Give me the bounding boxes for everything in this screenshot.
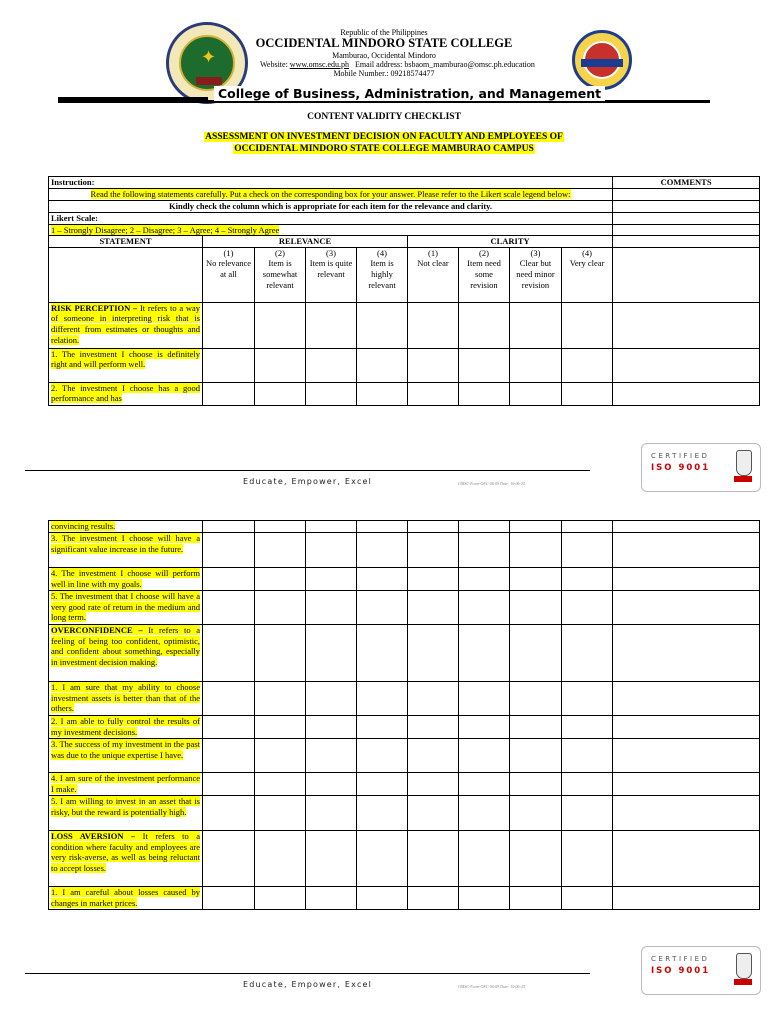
rating-checkbox-cell[interactable] [306, 682, 357, 716]
statement-cell: 3. The investment I choose will have a significant value increase in the future. [49, 533, 203, 568]
rating-checkbox-cell[interactable] [408, 568, 459, 591]
rating-checkbox-cell[interactable] [203, 533, 255, 568]
table-row [49, 568, 760, 591]
rating-checkbox-cell[interactable] [306, 739, 357, 773]
rating-checkbox-cell[interactable] [510, 568, 562, 591]
mobile-number: Mobile Number.: 09218574477 [333, 69, 435, 78]
table-row [49, 625, 760, 682]
rating-checkbox-cell[interactable] [510, 533, 562, 568]
rating-checkbox-cell[interactable] [306, 831, 357, 887]
rating-checkbox-cell[interactable] [562, 773, 613, 796]
rating-checkbox-cell[interactable] [459, 625, 510, 682]
rating-checkbox-cell[interactable] [306, 533, 357, 568]
table-row [49, 887, 760, 910]
rating-checkbox-cell[interactable] [255, 887, 306, 910]
statement-cell: OVERCONFIDENCE – It refers to a feeling of being too confident, optimistic, and confident about something, especially in investment decision making. [49, 625, 203, 682]
comment-cell[interactable] [613, 625, 760, 682]
rating-checkbox-cell[interactable] [203, 568, 255, 591]
assessment-title-line1: ASSESSMENT ON INVESTMENT DECISION ON FACULTY AND EMPLOYEES OF [205, 132, 563, 142]
rating-checkbox-cell[interactable] [562, 796, 613, 831]
rating-checkbox-cell[interactable] [562, 521, 613, 533]
instruction-text: Read the following statements carefully. Put a check on the corresponding box for your answer. Please refer to the Likert scale legend below: [49, 189, 613, 201]
college-address: Mamburao, Occidental Mindoro [332, 51, 436, 60]
statement-cell: 5. The investment that I choose will have a very good rate of return in the medium and long term. [49, 591, 203, 625]
statement-cell: RISK PERCEPTION – It refers to a way of someone in interpreting risk that is different from estimates or thoughts and relation. [49, 302, 203, 348]
rating-checkbox-cell[interactable] [459, 521, 510, 533]
college-name: OCCIDENTAL MINDORO STATE COLLEGE [255, 36, 513, 50]
statement-cell: 4. I am sure of the investment performance I make. [49, 773, 203, 796]
rating-checkbox-cell[interactable] [408, 682, 459, 716]
rating-checkbox-cell[interactable] [562, 625, 613, 682]
rating-checkbox-cell[interactable] [510, 521, 562, 533]
rating-checkbox-cell[interactable] [562, 682, 613, 716]
rating-checkbox-cell[interactable] [510, 302, 562, 348]
rating-checkbox-cell[interactable] [510, 625, 562, 682]
rating-checkbox-cell[interactable] [306, 568, 357, 591]
rating-checkbox-cell[interactable] [408, 716, 459, 739]
clarity-col-3: (3) Clear but need minor revision [510, 247, 562, 302]
rating-checkbox-cell[interactable] [306, 591, 357, 625]
rating-checkbox-cell[interactable] [203, 887, 255, 910]
comment-cell[interactable] [613, 521, 760, 533]
statement-cell: 1. I am sure that my ability to choose investment assets is better than that of the others. [49, 682, 203, 716]
rating-checkbox-cell[interactable] [510, 716, 562, 739]
rating-checkbox-cell[interactable] [408, 382, 459, 405]
table-row [49, 716, 760, 739]
rating-checkbox-cell[interactable] [562, 739, 613, 773]
table-row [49, 521, 760, 533]
rating-checkbox-cell[interactable] [203, 739, 255, 773]
email-address: bsbaom_mamburao@omsc.ph.education [404, 60, 535, 69]
table-row [49, 348, 760, 382]
statement-cell: 3. The success of my investment in the past was due to the unique expertise I have. [49, 739, 203, 773]
statement-cell: 1. I am careful about losses caused by changes in market prices. [49, 887, 203, 910]
rating-checkbox-cell[interactable] [357, 716, 408, 739]
rating-checkbox-cell[interactable] [203, 796, 255, 831]
rating-checkbox-cell[interactable] [255, 625, 306, 682]
rating-checkbox-cell[interactable] [510, 682, 562, 716]
website-link[interactable]: www.omsc.edu.ph [289, 60, 350, 69]
rating-checkbox-cell[interactable] [255, 773, 306, 796]
validity-table-page1 [48, 176, 760, 406]
rating-checkbox-cell[interactable] [203, 831, 255, 887]
rating-checkbox-cell[interactable] [459, 382, 510, 405]
rating-checkbox-cell[interactable] [203, 302, 255, 348]
comment-cell[interactable] [613, 773, 760, 796]
comment-cell[interactable] [613, 591, 760, 625]
comment-cell[interactable] [613, 382, 760, 405]
comment-cell[interactable] [613, 716, 760, 739]
email-label: Email address: [355, 60, 403, 69]
iso-certified-badge [641, 443, 761, 492]
rating-checkbox-cell[interactable] [408, 521, 459, 533]
rating-checkbox-cell[interactable] [459, 568, 510, 591]
rating-checkbox-cell[interactable] [357, 533, 408, 568]
bureau-veritas-icon [736, 450, 752, 476]
table-row [49, 773, 760, 796]
rating-checkbox-cell[interactable] [408, 625, 459, 682]
statement-header: STATEMENT [49, 236, 203, 248]
rating-checkbox-cell[interactable] [510, 348, 562, 382]
table-row [49, 382, 760, 405]
comment-cell[interactable] [613, 831, 760, 887]
rating-checkbox-cell[interactable] [203, 682, 255, 716]
rating-checkbox-cell[interactable] [562, 302, 613, 348]
rating-checkbox-cell[interactable] [459, 348, 510, 382]
rating-checkbox-cell[interactable] [408, 302, 459, 348]
rating-checkbox-cell[interactable] [306, 796, 357, 831]
rating-checkbox-cell[interactable] [510, 796, 562, 831]
rating-checkbox-cell[interactable] [255, 796, 306, 831]
rating-checkbox-cell[interactable] [459, 591, 510, 625]
rating-checkbox-cell[interactable] [306, 521, 357, 533]
rating-checkbox-cell[interactable] [459, 533, 510, 568]
rating-checkbox-cell[interactable] [408, 533, 459, 568]
rating-checkbox-cell[interactable] [459, 739, 510, 773]
rating-checkbox-cell[interactable] [408, 348, 459, 382]
rating-checkbox-cell[interactable] [306, 625, 357, 682]
rating-checkbox-cell[interactable] [459, 773, 510, 796]
comment-cell[interactable] [613, 796, 760, 831]
rating-checkbox-cell[interactable] [459, 887, 510, 910]
likert-legend: 1 – Strongly Disagree; 2 – Disagree; 3 – Agree; 4 – Strongly Agree [49, 224, 613, 236]
rating-checkbox-cell[interactable] [562, 887, 613, 910]
cert-standard: ISO 9001 [651, 966, 711, 976]
rating-checkbox-cell[interactable] [203, 382, 255, 405]
table-row [49, 591, 760, 625]
rating-checkbox-cell[interactable] [203, 348, 255, 382]
rating-checkbox-cell[interactable] [203, 625, 255, 682]
rating-checkbox-cell[interactable] [357, 382, 408, 405]
comment-cell[interactable] [613, 682, 760, 716]
rating-checkbox-cell[interactable] [203, 521, 255, 533]
republic-line: Republic of the Philippines [340, 28, 428, 37]
comments-header: COMMENTS [613, 177, 760, 189]
rating-checkbox-cell[interactable] [255, 716, 306, 739]
rating-checkbox-cell[interactable] [408, 773, 459, 796]
relevance-header: RELEVANCE [203, 236, 408, 248]
form-code: OMSC-Form-OEC-06-09 Date: 10-06-25 [458, 481, 525, 486]
rating-checkbox-cell[interactable] [306, 773, 357, 796]
rating-checkbox-cell[interactable] [255, 382, 306, 405]
comment-cell[interactable] [613, 533, 760, 568]
rating-checkbox-cell[interactable] [459, 682, 510, 716]
rating-checkbox-cell[interactable] [357, 348, 408, 382]
rating-checkbox-cell[interactable] [255, 831, 306, 887]
relevance-col-4: (4) Item is highly relevant [357, 247, 408, 302]
kindly-check-text: Kindly check the column which is appropriate for each item for the relevance and clarity. [49, 201, 613, 213]
rating-checkbox-cell[interactable] [408, 887, 459, 910]
likert-label: Likert Scale: [49, 213, 613, 225]
comment-cell[interactable] [613, 739, 760, 773]
table-row [49, 739, 760, 773]
statement-cell: 5. I am willing to invest in an asset that is risky, but the reward is potentially high. [49, 796, 203, 831]
bureau-veritas-icon [736, 953, 752, 979]
form-code: OMSC-Form-OEC-06-09 Date: 10-06-25 [458, 984, 525, 989]
iso-certified-badge [641, 946, 761, 995]
rating-checkbox-cell[interactable] [306, 716, 357, 739]
rating-checkbox-cell[interactable] [459, 831, 510, 887]
relevance-col-2: (2) Item is somewhat relevant [255, 247, 306, 302]
rating-checkbox-cell[interactable] [459, 302, 510, 348]
rating-checkbox-cell[interactable] [562, 716, 613, 739]
rating-checkbox-cell[interactable] [562, 533, 613, 568]
contact-line [260, 60, 560, 69]
clarity-col-1: (1) Not clear [408, 247, 459, 302]
rating-checkbox-cell[interactable] [510, 739, 562, 773]
rating-checkbox-cell[interactable] [357, 831, 408, 887]
assessment-title-line2: OCCIDENTAL MINDORO STATE COLLEGE MAMBURAO CAMPUS [234, 144, 534, 154]
rating-checkbox-cell[interactable] [203, 716, 255, 739]
rating-checkbox-cell[interactable] [408, 796, 459, 831]
rating-checkbox-cell[interactable] [562, 382, 613, 405]
college-seal-icon: ✦ [166, 22, 248, 104]
statement-cell: 2. The investment I choose has a good performance and has [49, 382, 203, 405]
rating-checkbox-cell[interactable] [357, 682, 408, 716]
rating-checkbox-cell[interactable] [357, 773, 408, 796]
rating-checkbox-cell[interactable] [408, 591, 459, 625]
statement-cell: LOSS AVERSION – It refers to a condition where faculty and employees are very risk-averse, as well as being reluctant to accept losses. [49, 831, 203, 887]
statement-cell: 1. The investment I choose is definitely right and will perform well. [49, 348, 203, 382]
rating-checkbox-cell[interactable] [408, 739, 459, 773]
rating-checkbox-cell[interactable] [562, 568, 613, 591]
footer-divider [25, 470, 590, 471]
rating-checkbox-cell[interactable] [306, 887, 357, 910]
relevance-col-3: (3) Item is quite relevant [306, 247, 357, 302]
rating-checkbox-cell[interactable] [306, 302, 357, 348]
table-row [49, 682, 760, 716]
footer-divider [25, 973, 590, 974]
rating-checkbox-cell[interactable] [510, 591, 562, 625]
rating-checkbox-cell[interactable] [255, 568, 306, 591]
clarity-col-2: (2) Item need some revision [459, 247, 510, 302]
rating-checkbox-cell[interactable] [306, 382, 357, 405]
table-row [49, 533, 760, 568]
rating-checkbox-cell[interactable] [510, 831, 562, 887]
statement-cell: 4. The investment I choose will perform well in line with my goals. [49, 568, 203, 591]
rating-checkbox-cell[interactable] [562, 348, 613, 382]
rating-checkbox-cell[interactable] [255, 591, 306, 625]
rating-checkbox-cell[interactable] [357, 625, 408, 682]
comment-cell[interactable] [613, 568, 760, 591]
rating-checkbox-cell[interactable] [255, 302, 306, 348]
table-row [49, 302, 760, 348]
comment-cell[interactable] [613, 302, 760, 348]
rating-checkbox-cell[interactable] [255, 348, 306, 382]
rating-checkbox-cell[interactable] [306, 348, 357, 382]
rating-checkbox-cell[interactable] [459, 716, 510, 739]
rating-checkbox-cell[interactable] [510, 382, 562, 405]
validity-table-page2 [48, 520, 760, 910]
rating-checkbox-cell[interactable] [357, 591, 408, 625]
footer-motto: Educate, Empower, Excel [243, 477, 373, 486]
clarity-header: CLARITY [408, 236, 613, 248]
rating-checkbox-cell[interactable] [255, 533, 306, 568]
rating-checkbox-cell[interactable] [459, 796, 510, 831]
cert-label: CERTIFIED [651, 452, 710, 460]
rating-checkbox-cell[interactable] [255, 682, 306, 716]
rating-checkbox-cell[interactable] [510, 773, 562, 796]
comment-cell[interactable] [613, 348, 760, 382]
rating-checkbox-cell[interactable] [357, 887, 408, 910]
table-row [49, 796, 760, 831]
rating-checkbox-cell[interactable] [357, 796, 408, 831]
rating-checkbox-cell[interactable] [562, 591, 613, 625]
rating-checkbox-cell[interactable] [357, 521, 408, 533]
cert-standard: ISO 9001 [651, 463, 711, 473]
relevance-col-1: (1) No relevance at all [203, 247, 255, 302]
rating-checkbox-cell[interactable] [255, 739, 306, 773]
header-divider-accent [58, 97, 208, 102]
website-label: Website: [260, 60, 288, 69]
scale-header-row [49, 247, 760, 302]
statement-cell: 2. I am able to fully control the results of my investment decisions. [49, 716, 203, 739]
instruction-label: Instruction: [49, 177, 613, 189]
rating-checkbox-cell[interactable] [357, 568, 408, 591]
rating-checkbox-cell[interactable] [255, 521, 306, 533]
clarity-col-4: (4) Very clear [562, 247, 613, 302]
rating-checkbox-cell[interactable] [203, 773, 255, 796]
table-row [49, 831, 760, 887]
statement-cell: convincing results. [49, 521, 203, 533]
rating-checkbox-cell[interactable] [510, 887, 562, 910]
college-unit-title: College of Business, Administration, and Management [214, 86, 605, 101]
rating-checkbox-cell[interactable] [562, 831, 613, 887]
rating-checkbox-cell[interactable] [357, 739, 408, 773]
footer-motto: Educate, Empower, Excel [243, 980, 373, 989]
rating-checkbox-cell[interactable] [203, 591, 255, 625]
cert-label: CERTIFIED [651, 955, 710, 963]
rating-checkbox-cell[interactable] [357, 302, 408, 348]
comment-cell[interactable] [613, 887, 760, 910]
document-title: CONTENT VALIDITY CHECKLIST [307, 112, 461, 122]
rating-checkbox-cell[interactable] [408, 831, 459, 887]
